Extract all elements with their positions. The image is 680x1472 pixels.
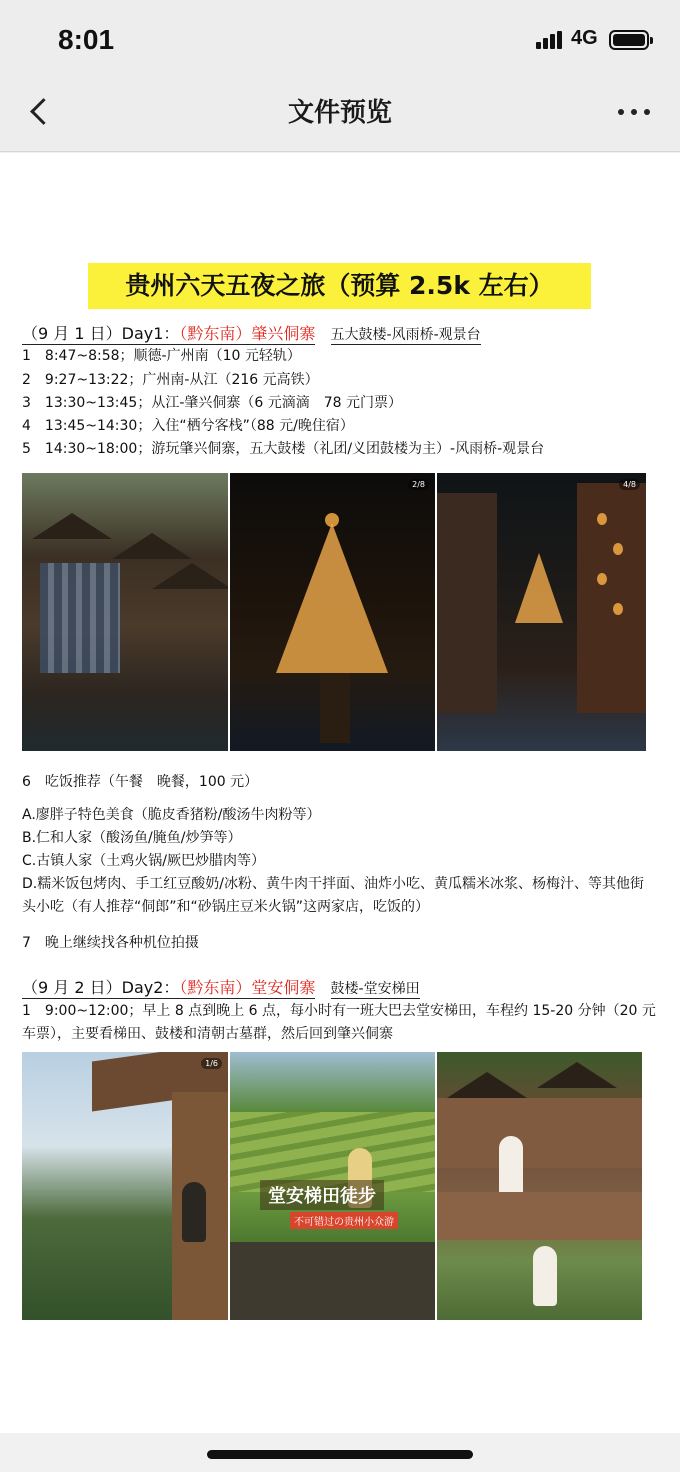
roof-shape [537, 1062, 617, 1088]
more-options-button[interactable] [614, 102, 654, 122]
photo-page-badge: 1/6 [201, 1058, 222, 1069]
village-houses-photo[interactable] [22, 473, 228, 751]
day1-spots: 五大鼓楼-风雨桥-观景台 [330, 327, 481, 343]
day1-item: 4 13:45~14:30；入住“栖兮客栈”（88 元/晚住宿） [22, 418, 354, 434]
lantern [597, 513, 607, 525]
day1-item: 2 9:27~13:22；广州南-从江（216 元高铁） [22, 372, 319, 388]
lantern [613, 603, 623, 615]
day1-item: 5 14:30~18:00；游玩肇兴侗寨，五大鼓楼（礼团/义团鼓楼为主）-风雨桥-观景台 [22, 441, 545, 457]
village-roofs [230, 1242, 435, 1320]
building-left [437, 493, 497, 713]
wooden-houses [437, 1098, 642, 1168]
status-bar [0, 0, 680, 78]
home-indicator[interactable] [207, 1450, 473, 1459]
status-time: 8:01 [58, 24, 115, 55]
lantern [597, 573, 607, 585]
photo-overlay-subtitle: 不可错过の贵州小众游 [290, 1212, 398, 1229]
day1-item: 3 13:30~13:45；从江-肇兴侗寨（6 元滴滴 78 元门票） [22, 395, 403, 411]
signal-icon [536, 31, 564, 49]
photo-overlay-title: 堂安梯田徒步 [260, 1180, 384, 1210]
day1-region: （黔东南）肇兴侗寨 [179, 324, 316, 343]
roof-shape [152, 563, 228, 589]
roof-shape [32, 513, 112, 539]
food-item: B.仁和人家（酸汤鱼/腌鱼/炒笋等） [22, 830, 242, 846]
light-glow [325, 513, 339, 527]
day2-spots: 鼓楼-堂安梯田 [330, 981, 420, 997]
day2-heading [22, 975, 420, 998]
hanging-cloth [40, 563, 120, 673]
day2-region: （黔东南）堂安侗寨 [179, 978, 316, 997]
document-title: 贵州六天五夜之旅（预算 2.5k 左右） [88, 263, 591, 309]
terrace-fields-photo[interactable] [230, 1052, 435, 1320]
home-area [0, 1433, 680, 1472]
wooden-village-photo[interactable] [437, 1052, 642, 1320]
food-item: A.廖胖子特色美食（脆皮香猪粉/酸汤牛肉粉等） [22, 807, 321, 823]
person-figure [533, 1246, 557, 1306]
drum-tower-shape [276, 523, 388, 673]
drum-tower-night-photo[interactable] [230, 473, 435, 751]
photo-page-badge: 4/8 [619, 479, 640, 490]
page-title: 文件预览 [287, 98, 392, 128]
day1-heading [22, 321, 481, 344]
person-figure [182, 1182, 206, 1242]
battery-icon [609, 30, 649, 50]
more-dots-icon [618, 109, 624, 115]
day2-date: （9 月 2 日）Day2： [22, 978, 180, 997]
balcony-valley-photo[interactable] [22, 1052, 228, 1320]
person-figure [499, 1136, 523, 1196]
food-item: C.古镇人家（土鸡火锅/厥巴炒腊肉等） [22, 853, 265, 869]
lantern-street-photo[interactable] [437, 473, 646, 751]
roof-shape [112, 533, 192, 559]
network-type: 4G [571, 27, 598, 49]
lower-houses [437, 1192, 642, 1240]
lantern [613, 543, 623, 555]
day1-date: （9 月 1 日）Day1： [22, 324, 180, 343]
evening-item: 7 晚上继续找各种机位拍摄 [22, 935, 199, 951]
building-right [577, 483, 646, 713]
drum-tower-shape [515, 553, 563, 623]
roof-shape [447, 1072, 527, 1098]
food-item: D.糯米饭包烤肉、手工红豆酸奶/冰粉、黄牛肉干拌面、油炸小吃、黄瓜糯米冰浆、杨梅汁、等其他街头小吃（有人推荐“侗郎”和“砂锅庄豆米火锅”这两家店，吃饭的） [22, 876, 644, 915]
day1-item: 1 8:47~8:58；顺德-广州南（10 元轻轨） [22, 348, 301, 364]
day2-item: 1 9:00~12:00；早上 8 点到晚上 6 点，每小时有一班大巴去堂安梯田，车程约 15-20 分钟（20 元车票），主要看梯田、鼓楼和清朝古墓群，然后回到肇兴侗寨 [22, 1003, 656, 1042]
nav-bar [0, 78, 680, 152]
tower-base [320, 673, 350, 743]
photo-page-badge: 2/8 [408, 479, 429, 490]
food-heading: 6 吃饭推荐（午餐 晚餐，100 元） [22, 774, 259, 790]
document-preview[interactable] [0, 153, 680, 1433]
